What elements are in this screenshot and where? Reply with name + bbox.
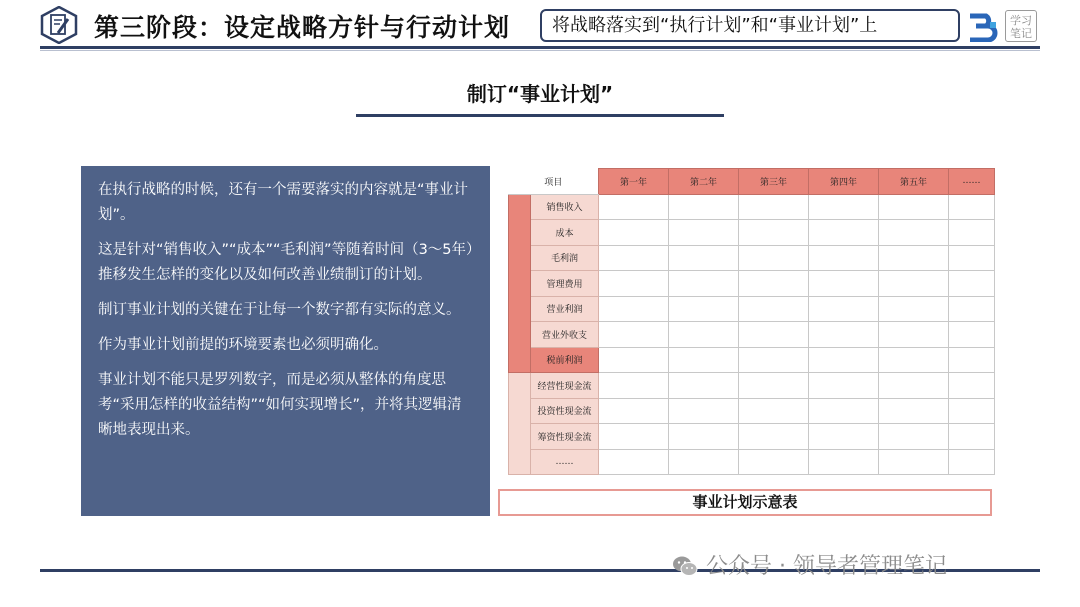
table-row bbox=[509, 245, 995, 271]
column-header: 第三年 bbox=[739, 169, 809, 195]
row-header: 经营性现金流 bbox=[531, 373, 599, 399]
section-subtitle: 制订“事业计划” bbox=[466, 82, 614, 106]
row-header: 销售收入 bbox=[531, 194, 599, 220]
panel-paragraph: 作为事业计划前提的环境要素也必须明确化。 bbox=[98, 337, 388, 353]
column-header: 第四年 bbox=[809, 169, 879, 195]
description-panel bbox=[81, 166, 490, 516]
row-header: 筹资性现金流 bbox=[531, 424, 599, 450]
row-header: …… bbox=[531, 449, 599, 475]
row-header: 投资性现金流 bbox=[531, 398, 599, 424]
table-row bbox=[509, 424, 995, 450]
seal-logo: 学习 笔记 bbox=[1005, 10, 1037, 42]
watermark-text: 公众号 · 领导者管理笔记 bbox=[706, 554, 947, 579]
brand-logo-icon bbox=[966, 12, 998, 42]
row-header: 毛利润 bbox=[531, 245, 599, 271]
table-row bbox=[509, 449, 995, 475]
header-divider-thin bbox=[40, 50, 1040, 51]
row-header: 成本 bbox=[531, 220, 599, 246]
table-row bbox=[509, 271, 995, 297]
table-caption: 事业计划示意表 bbox=[498, 489, 992, 516]
table-row bbox=[509, 322, 995, 348]
row-group-cashflow bbox=[509, 373, 531, 475]
table-row bbox=[509, 220, 995, 246]
row-group-profit bbox=[509, 194, 531, 373]
table-row bbox=[509, 194, 995, 220]
row-header: 管理费用 bbox=[531, 271, 599, 297]
edit-document-icon bbox=[40, 6, 78, 44]
panel-paragraph: 这是针对“销售收入”“成本”“毛利润”等随着时间（3～5年）推移发生怎样的变化以及如何改善业绩制订的计划。 bbox=[98, 242, 474, 283]
column-header: 第二年 bbox=[669, 169, 739, 195]
row-header: 营业利润 bbox=[531, 296, 599, 322]
row-header: 税前利润 bbox=[531, 347, 599, 373]
business-plan-table bbox=[508, 168, 995, 475]
column-header: …… bbox=[949, 169, 995, 195]
table-row bbox=[509, 296, 995, 322]
panel-paragraph: 在执行战略的时候，还有一个需要落实的内容就是“事业计划”。 bbox=[98, 182, 469, 223]
table-row bbox=[509, 398, 995, 424]
table-row bbox=[509, 373, 995, 399]
header-divider bbox=[40, 46, 1040, 49]
page-title: 第三阶段：设定战略方针与行动计划 bbox=[94, 13, 511, 42]
section-tagline: 将战略落实到“执行计划”和“事业计划”上 bbox=[540, 9, 960, 42]
subtitle-underline bbox=[356, 114, 724, 117]
panel-paragraph: 事业计划不能只是罗列数字，而是必须从整体的角度思考“采用怎样的收益结构”“如何实现增长”，并将其逻辑清晰地表现出来。 bbox=[98, 372, 462, 438]
column-header: 第一年 bbox=[599, 169, 669, 195]
panel-paragraph: 制订事业计划的关键在于让每一个数字都有实际的意义。 bbox=[98, 302, 461, 318]
table-row bbox=[509, 347, 995, 373]
row-header: 营业外收支 bbox=[531, 322, 599, 348]
wechat-icon bbox=[672, 555, 698, 577]
table-corner-label: 项目 bbox=[509, 169, 599, 195]
column-header: 第五年 bbox=[879, 169, 949, 195]
